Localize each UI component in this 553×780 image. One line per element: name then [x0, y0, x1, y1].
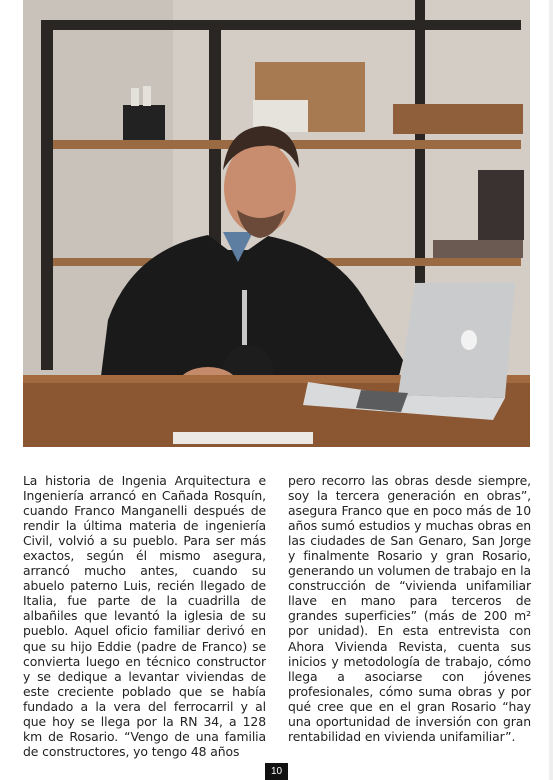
article-column-left	[23, 473, 266, 759]
portrait-photo	[23, 0, 530, 447]
article-text-left: La historia de Ingenia Arquitectura e Ingeniería arrancó en Cañada Rosquín, cuando Franco Manganelli después de rendir la última materia de ingeniería Civil, volvió a su pueblo. Para ser más exactos, según él mismo asegura, arrancó mucho antes, cuando su abuelo paterno Luis, recién llegado de Italia, fue parte de la cuadrilla de albañiles que levantó la iglesia de su pueblo. Aquel oficio familiar derivó en que su hijo Eddie (padre de Franco) se convierta luego en técnico constructor y se dedique a levantar viviendas de este creciente poblado que se había fundado a la vera del ferrocarril y al que hoy se llega por la RN 34, a 128 km de Rosario. “Vengo de una familia de constructores, yo tengo 48 años	[23, 473, 266, 759]
page-edge	[549, 0, 553, 780]
page-number: 10	[265, 763, 288, 780]
article-text-right: pero recorro las obras desde siempre, soy la tercera generación en obras”, asegura Franco que en poco más de 10 años sumó estudios y muchas obras en las ciudades de San Genaro, San Jorge y finalmente Rosario y gran Rosario, generando un volumen de trabajo en la construcción de “vivienda unifamiliar llave en mano para terceros de grandes superficies” (más de 200 m² por unidad). En esta entrevista con Ahora Vivienda Revista, cuenta sus inicios y metodología de trabajo, cómo llega a asociarse con jóvenes profesionales, cómo suma obras y por qué cree que en el gran Rosario “hay una oportunidad de inversión con gran rentabilidad en vivienda unifamiliar”.	[288, 473, 531, 744]
article-column-right	[288, 473, 531, 744]
